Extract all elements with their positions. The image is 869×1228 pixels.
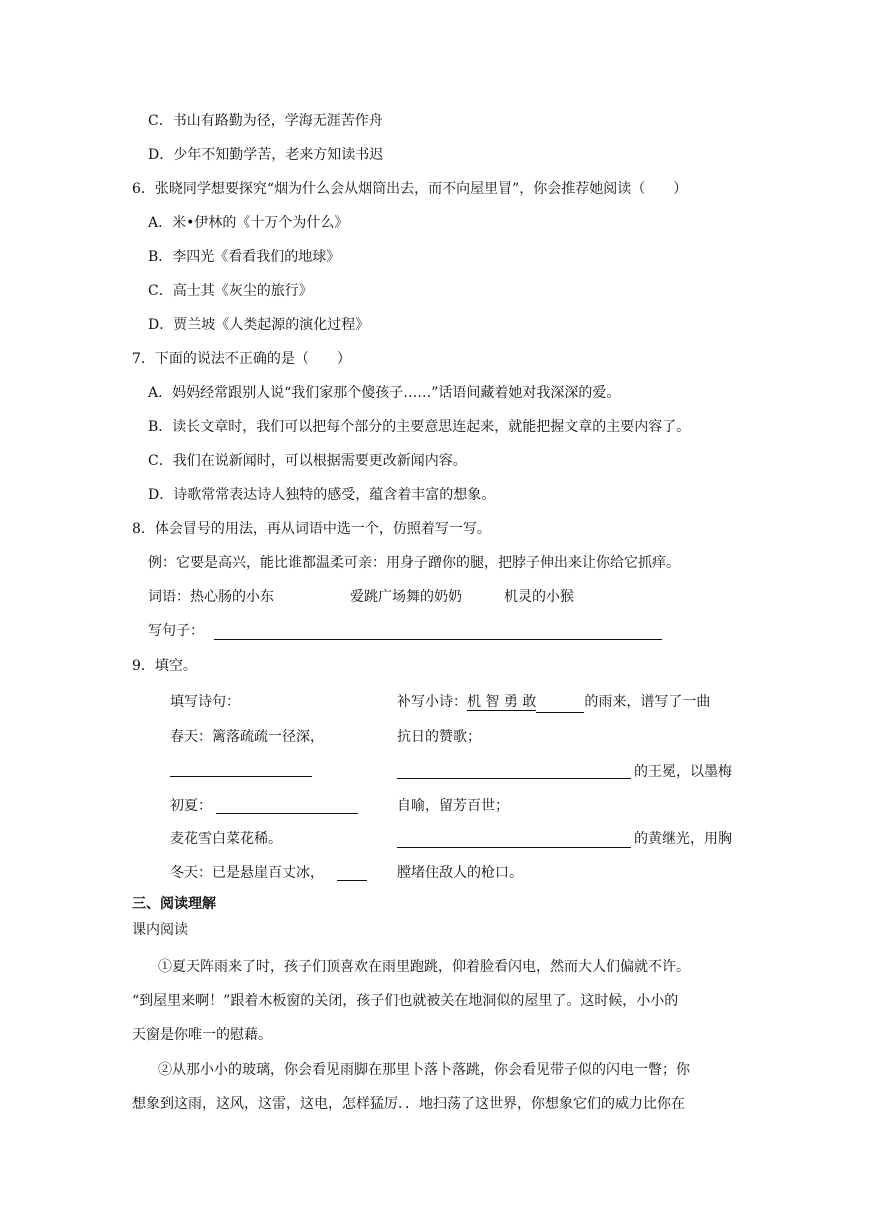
q5-option-d: D．少年不知勤学苦，老来方知读书迟: [148, 147, 384, 163]
q9-right-line2: 抗日的赞歌；: [397, 729, 481, 745]
q9-winter-blank[interactable]: [337, 880, 367, 881]
q9-spring-blank[interactable]: [170, 776, 312, 777]
q8-answer-blank[interactable]: [214, 639, 662, 640]
para1-line2: “到屋里来啊！”跟着木板窗的关闭，孩子们也就被关在地洞似的屋里了。这时候，小小的: [132, 993, 679, 1009]
q9-early-summer-label: 初夏：: [170, 798, 212, 814]
para2-line2: 想象到这雨，这风，这雷，这电，怎样猛厉．．地扫荡了这世界，你想象它们的威力比你在: [132, 1096, 685, 1112]
q9-right-blank-2[interactable]: [397, 847, 631, 848]
q9-early-summer-blank[interactable]: [216, 813, 358, 814]
q8-example: 例：它要是高兴，能比谁都温柔可亲：用身子蹭你的腿，把脖子伸出来让你给它抓痒。: [148, 555, 680, 571]
q8-write-label: 写句子：: [148, 623, 204, 639]
para1-line1: ①夏天阵雨来了时，孩子们顶喜欢在雨里跑跳，仰着脸看闪电，然而大人们偏就不许。: [158, 959, 690, 975]
q6-option-b: B．李四光《看看我们的地球》: [148, 249, 341, 265]
q9-stem: 9．填空。: [132, 658, 197, 674]
q9-spring-line: 春天：篱落疏疏一径深，: [170, 729, 324, 745]
q8-stem: 8．体会冒号的用法，再从词语中选一个，仿照着写一写。: [132, 521, 491, 537]
q7-option-c: C．我们在说新闻时，可以根据需要更改新闻内容。: [148, 453, 467, 469]
q9-right-line4: 自喻，留芳百世；: [397, 798, 509, 814]
q9-right-blank-1[interactable]: [397, 778, 631, 779]
q9-winter-line: 冬天：已是悬崖百丈冰，: [170, 865, 324, 881]
q9-filled-answer: 机 智 勇 敢: [467, 694, 537, 710]
q8-words-label: 词语：: [148, 589, 190, 605]
q7-option-d: D．诗歌常常表达诗人独特的感受，蕴含着丰富的想象。: [148, 487, 496, 503]
q6-option-a: A．米•伊林的《十万个为什么》: [148, 215, 349, 231]
section-title: 三、阅读理解: [132, 896, 216, 912]
q8-word-3: 机灵的小猴: [504, 589, 574, 605]
para2-line1: ②从那小小的玻璃，你会看见雨脚在那里卜落卜落跳，你会看见带子似的闪电一瞥；你: [158, 1062, 690, 1078]
q9-right-line3-suffix: 的王冕，以墨梅: [634, 764, 732, 780]
q9-right-header-prefix: 补写小诗：: [397, 694, 467, 710]
para1-line3: 天窗是你唯一的慰藉。: [132, 1027, 272, 1043]
section-subtitle: 课内阅读: [132, 922, 188, 938]
q9-filled-answer-underline: [536, 696, 584, 713]
q9-right-line6: 膛堵住敌人的枪口。: [397, 865, 523, 881]
q6-option-d: D．贾兰坡《人类起源的演化过程》: [148, 317, 370, 333]
q9-left-header: 填写诗句：: [170, 694, 240, 710]
q9-early-summer-line2: 麦花雪白菜花稀。: [170, 831, 282, 847]
q5-option-c: C．书山有路勤为径，学海无涯苦作舟: [148, 113, 383, 129]
q8-words-row: [148, 587, 274, 607]
q9-right-line5-suffix: 的黄继光，用胸: [634, 831, 732, 847]
q7-stem: 7．下面的说法不正确的是（ ）: [132, 351, 351, 367]
q8-word-2: 爱跳广场舞的奶奶: [350, 589, 462, 605]
q6-option-c: C．高士其《灰尘的旅行》: [148, 283, 313, 299]
q6-stem: 6．张晓同学想要探究“烟为什么会从烟筒出去，而不向屋里冒”，你会推荐她阅读（ ）: [132, 181, 688, 197]
q7-option-b: B．读长文章时，我们可以把每个部分的主要意思连起来，就能把握文章的主要内容了。: [148, 419, 691, 435]
q8-word-1: 热心肠的小东: [190, 589, 274, 605]
q7-option-a: A．妈妈经常跟别人说“我们家那个傻孩子……”话语间藏着她对我深深的爱。: [148, 385, 621, 401]
q9-right-header-suffix: 的雨来，谱写了一曲: [584, 694, 711, 710]
q9-right-header: [397, 692, 710, 712]
